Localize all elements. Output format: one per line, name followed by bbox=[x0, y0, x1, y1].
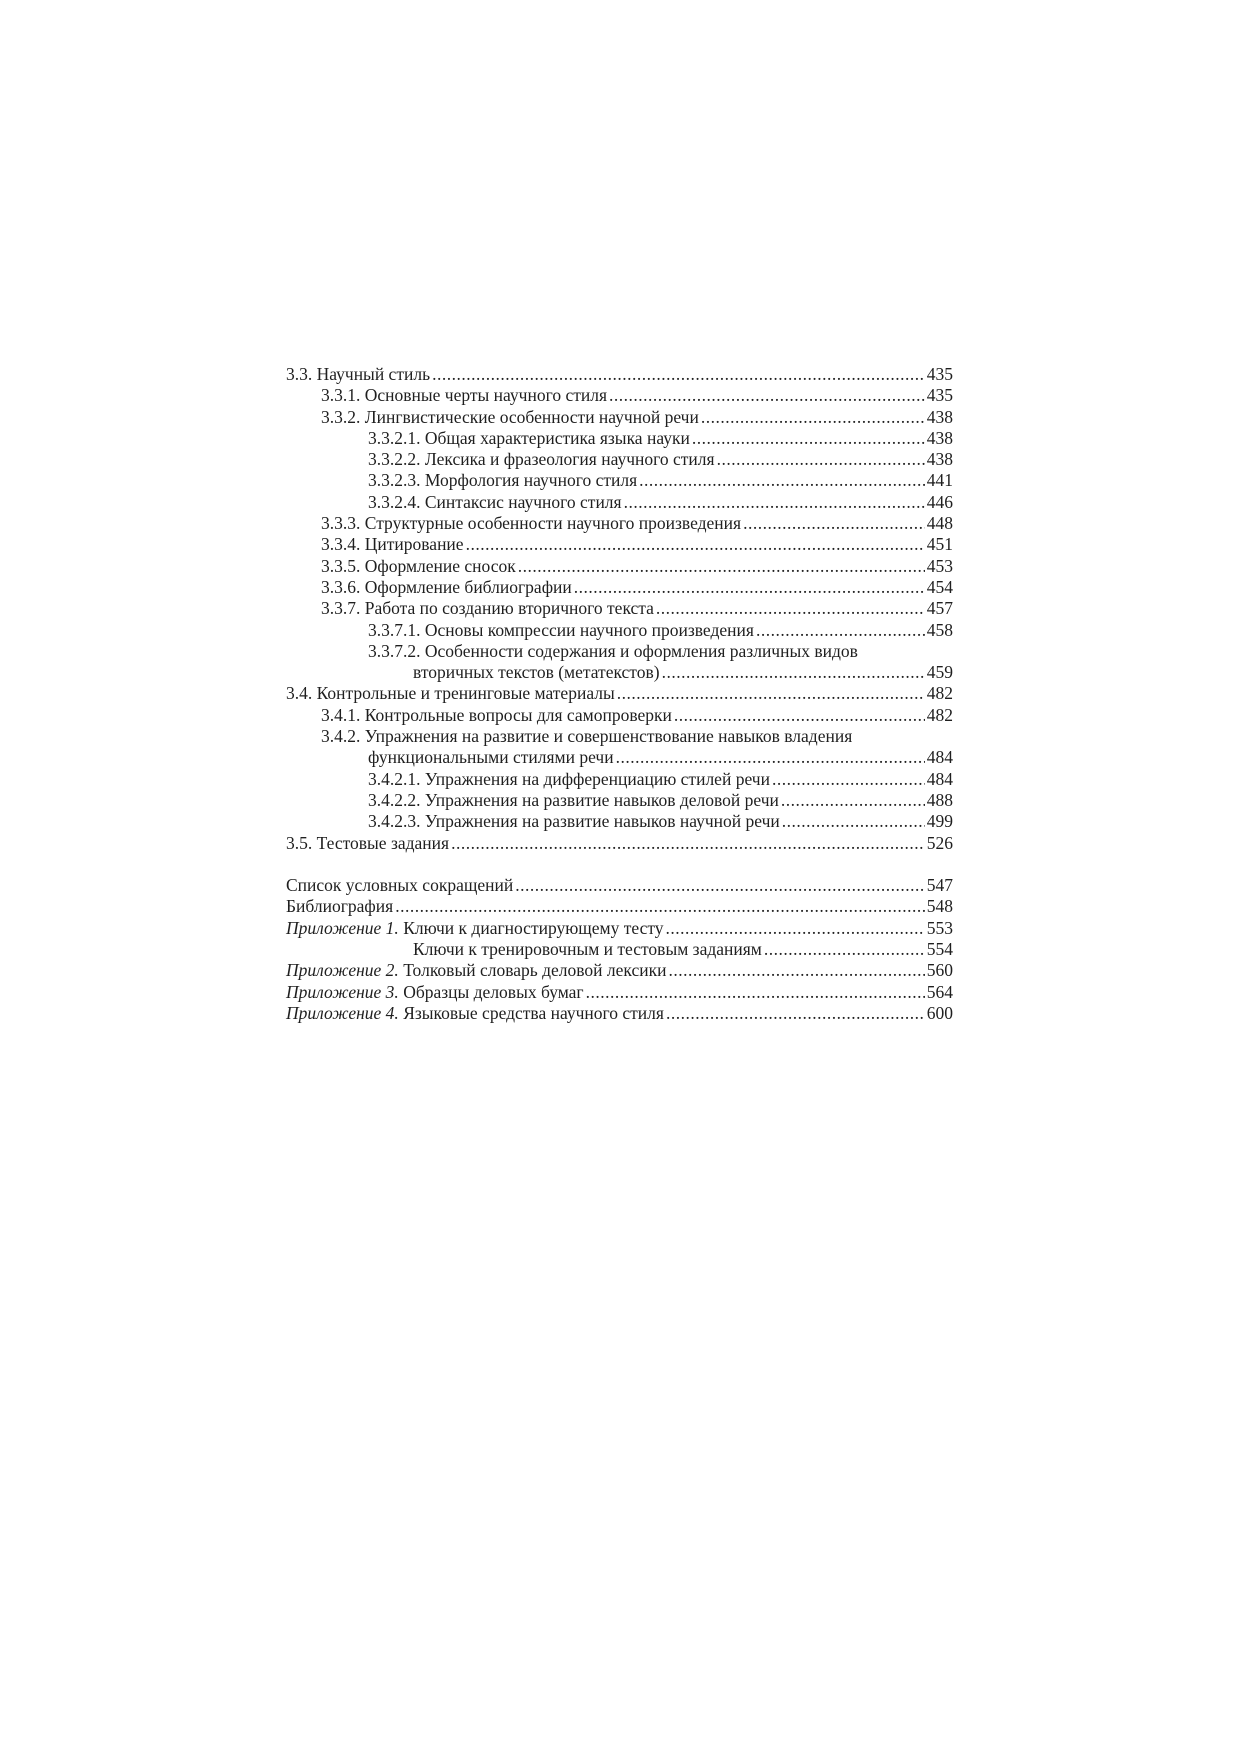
dot-leader bbox=[451, 833, 925, 854]
toc-entry-title: 3.4.2.1. Упражнения на дифференциацию стилей речи bbox=[368, 768, 770, 789]
dot-leader bbox=[666, 1003, 925, 1024]
dot-leader bbox=[617, 683, 925, 704]
dot-leader bbox=[743, 513, 925, 534]
toc-entry[interactable] bbox=[286, 492, 953, 513]
toc-entry[interactable] bbox=[286, 769, 953, 790]
toc-entry[interactable] bbox=[286, 385, 953, 406]
toc-entry-page: 548 bbox=[926, 896, 953, 917]
toc-entry-title: Список условных сокращений bbox=[286, 875, 514, 896]
toc-entry-title: Языковые средства научного стиля bbox=[403, 1002, 664, 1023]
dot-leader bbox=[674, 705, 925, 726]
toc-entry-page: 488 bbox=[926, 789, 953, 810]
dot-leader bbox=[616, 747, 925, 768]
toc-entry[interactable] bbox=[286, 470, 953, 491]
toc-entry-title: 3.3.7. Работа по созданию вторичного текста bbox=[321, 598, 654, 619]
toc-entry-title: 3.4.2.2. Упражнения на развитие навыков деловой речи bbox=[368, 789, 779, 810]
dot-leader bbox=[668, 960, 924, 981]
toc-entry[interactable] bbox=[286, 683, 953, 704]
toc-back-entry[interactable] bbox=[286, 918, 953, 939]
toc-entry-page: 547 bbox=[926, 875, 953, 896]
toc-entry-title: 3.4.1. Контрольные вопросы для самопроверки bbox=[321, 704, 672, 725]
dot-leader bbox=[518, 556, 925, 577]
toc-entry[interactable] bbox=[286, 790, 953, 811]
toc-entry[interactable] bbox=[286, 449, 953, 470]
toc-entry-page: 600 bbox=[926, 1002, 953, 1023]
appendix-label: Приложение 1. bbox=[286, 917, 399, 938]
toc-entry-page: 441 bbox=[926, 470, 953, 491]
dot-leader bbox=[764, 939, 925, 960]
toc-entry[interactable] bbox=[286, 811, 953, 832]
toc-entry[interactable] bbox=[286, 407, 953, 428]
toc-entry-title: 3.3.2.4. Синтаксис научного стиля bbox=[368, 491, 622, 512]
dot-leader bbox=[692, 428, 925, 449]
dot-leader bbox=[666, 918, 925, 939]
toc-entry-title: Образцы деловых бумаг bbox=[403, 981, 584, 1002]
toc-entry-title: 3.5. Тестовые задания bbox=[286, 832, 450, 853]
toc-entry-page: 438 bbox=[926, 427, 953, 448]
toc-entry-title: 3.3.2. Лингвистические особенности научной речи bbox=[321, 406, 699, 427]
toc-entry-page: 484 bbox=[926, 747, 953, 768]
toc-entry-page: 526 bbox=[926, 832, 953, 853]
toc-entry-title: 3.3.1. Основные черты научного стиля bbox=[321, 385, 608, 406]
toc-back-entry[interactable] bbox=[286, 896, 953, 917]
toc-entry-continuation[interactable] bbox=[286, 662, 953, 683]
dot-leader bbox=[466, 534, 925, 555]
toc-entry-page: 435 bbox=[926, 385, 953, 406]
toc-entry[interactable] bbox=[286, 556, 953, 577]
toc-entry[interactable] bbox=[286, 726, 953, 747]
dot-leader bbox=[639, 470, 925, 491]
toc-entry[interactable] bbox=[286, 513, 953, 534]
toc-entry-page: 482 bbox=[926, 704, 953, 725]
dot-leader bbox=[662, 662, 925, 683]
dot-leader bbox=[717, 449, 925, 470]
toc-entry-title-wrap bbox=[286, 982, 585, 1003]
dot-leader bbox=[782, 811, 925, 832]
appendix-label: Приложение 3. bbox=[286, 981, 399, 1002]
toc-back-entry[interactable] bbox=[286, 960, 953, 981]
toc-entry-page: 438 bbox=[926, 449, 953, 470]
toc-entry[interactable] bbox=[286, 428, 953, 449]
toc-entry-page: 459 bbox=[926, 662, 953, 683]
appendix-label: Приложение 2. bbox=[286, 960, 399, 981]
toc-entry-title: 3.3. Научный стиль bbox=[286, 364, 431, 384]
toc-entry[interactable] bbox=[286, 364, 953, 385]
dot-leader bbox=[395, 896, 925, 917]
toc-entry-page: 435 bbox=[926, 364, 953, 384]
toc-entry-title: вторичных текстов (метатекстов) bbox=[413, 662, 660, 683]
toc-entry-page: 484 bbox=[926, 768, 953, 789]
toc-entry-page: 451 bbox=[926, 534, 953, 555]
toc-entry[interactable] bbox=[286, 641, 953, 662]
dot-leader bbox=[432, 364, 925, 385]
toc-entry-page: 453 bbox=[926, 555, 953, 576]
toc-entry-title: 3.3.3. Структурные особенности научного произведения bbox=[321, 513, 742, 534]
table-of-contents bbox=[286, 364, 953, 1024]
toc-entry-title: 3.3.7.2. Особенности содержания и оформления различных видов bbox=[368, 640, 858, 661]
toc-entry[interactable] bbox=[286, 577, 953, 598]
toc-entry[interactable] bbox=[286, 833, 953, 854]
toc-entry-title: 3.3.2.3. Морфология научного стиля bbox=[368, 470, 638, 491]
toc-entry-title: Ключи к диагностирующему тесту bbox=[403, 917, 664, 938]
toc-entry-page: 554 bbox=[926, 939, 953, 960]
toc-entry-page: 564 bbox=[926, 981, 953, 1002]
toc-entry-title: 3.3.5. Оформление сносок bbox=[321, 555, 516, 576]
toc-back-entry[interactable] bbox=[286, 939, 953, 960]
toc-entry-page: 458 bbox=[926, 619, 953, 640]
toc-back-entry[interactable] bbox=[286, 982, 953, 1003]
toc-entry-title: 3.3.7.1. Основы компрессии научного произведения bbox=[368, 619, 754, 640]
toc-entry-continuation[interactable] bbox=[286, 747, 953, 768]
dot-leader bbox=[574, 577, 925, 598]
toc-entry-page: 457 bbox=[926, 598, 953, 619]
toc-entry-title: 3.3.6. Оформление библиографии bbox=[321, 576, 572, 597]
toc-back-entry[interactable] bbox=[286, 1003, 953, 1024]
toc-entry-title-wrap bbox=[286, 1003, 665, 1024]
toc-entry-page: 454 bbox=[926, 576, 953, 597]
dot-leader bbox=[609, 385, 925, 406]
dot-leader bbox=[756, 620, 925, 641]
toc-entry-page: 482 bbox=[926, 683, 953, 704]
dot-leader bbox=[586, 982, 925, 1003]
dot-leader bbox=[772, 769, 925, 790]
dot-leader bbox=[656, 598, 925, 619]
toc-entry-title-wrap bbox=[286, 960, 667, 981]
toc-entry-title: Ключи к тренировочным и тестовым заданиям bbox=[413, 939, 762, 960]
toc-back-entry[interactable] bbox=[286, 875, 953, 896]
toc-entry-title: 3.3.2.1. Общая характеристика языка науки bbox=[368, 427, 690, 448]
toc-entry-title: 3.3.4. Цитирование bbox=[321, 534, 464, 555]
toc-entry-title: Толковый словарь деловой лексики bbox=[403, 960, 667, 981]
appendix-label: Приложение 4. bbox=[286, 1002, 399, 1023]
toc-entry-title-wrap bbox=[286, 918, 665, 939]
section-gap bbox=[286, 854, 953, 875]
toc-entry-title: 3.4. Контрольные и тренинговые материалы bbox=[286, 683, 615, 704]
toc-entry-page: 448 bbox=[926, 513, 953, 534]
dot-leader bbox=[624, 492, 925, 513]
toc-entry[interactable] bbox=[286, 534, 953, 555]
toc-entry-title: 3.4.2.3. Упражнения на развитие навыков научной речи bbox=[368, 811, 780, 832]
toc-entry[interactable] bbox=[286, 620, 953, 641]
dot-leader bbox=[701, 407, 925, 428]
toc-entry-page: 553 bbox=[926, 917, 953, 938]
toc-entry-page: 499 bbox=[926, 811, 953, 832]
toc-entry-title: функциональными стилями речи bbox=[368, 747, 614, 768]
dot-leader bbox=[781, 790, 925, 811]
toc-entry-page: 560 bbox=[926, 960, 953, 981]
toc-entry[interactable] bbox=[286, 705, 953, 726]
dot-leader bbox=[515, 875, 925, 896]
toc-entry[interactable] bbox=[286, 598, 953, 619]
toc-entry-title: 3.3.2.2. Лексика и фразеология научного стиля bbox=[368, 449, 715, 470]
toc-entry-title: Библиография bbox=[286, 896, 394, 917]
toc-entry-title: 3.4.2. Упражнения на развитие и совершенствование навыков владения bbox=[321, 726, 853, 747]
toc-entry-page: 438 bbox=[926, 406, 953, 427]
toc-entry-page: 446 bbox=[926, 491, 953, 512]
